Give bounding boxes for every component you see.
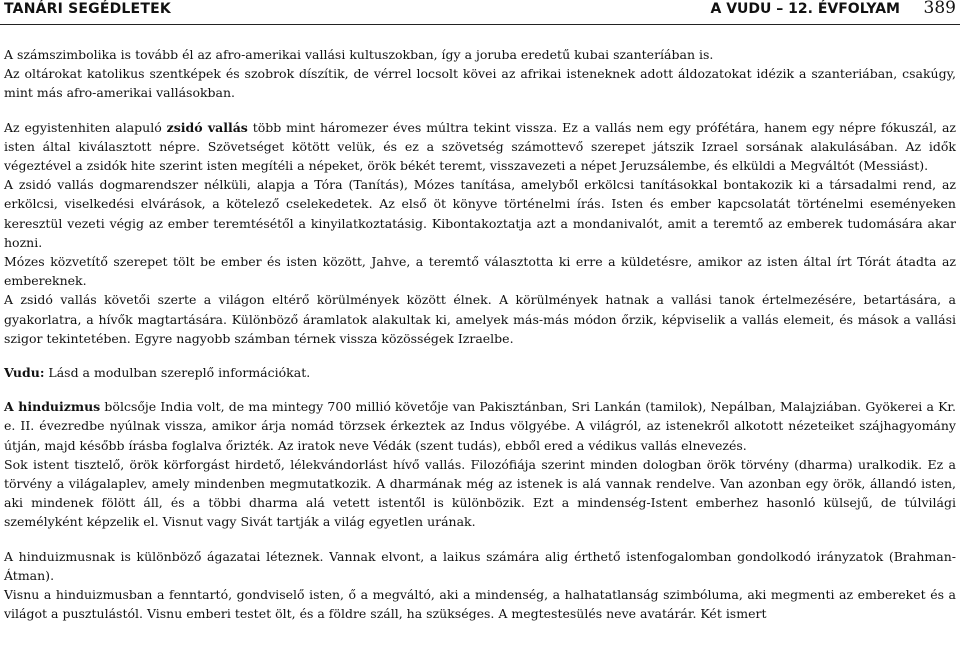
paragraph: A hinduizmusnak is különböző ágazatai léteznek. Vannak elvont, a laikus számára alig érthető istenfogalomban gondolkodó irányzatok (Brahman-Átman).: [4, 548, 956, 583]
paragraph-gap: [4, 532, 956, 547]
paragraph: A számszimbolika is tovább él az afro-amerikai vallási kultuszokban, így a joruba eredetű kubai szanteríában is.: [4, 47, 714, 62]
page-header: [0, 0, 960, 25]
paragraph: Mózes közvetítő szerepet tölt be ember és isten között, Jahve, a teremtő választotta ki erre a küldetésre, amikor az isten által írt Tórát átadta az embereknek.: [4, 254, 956, 289]
paragraph: Az oltárokat katolikus szentképek és szobrok díszítik, de vérrel locsolt kövei az afrikai isteneknek adott áldozatokat idézik a szanteriában, csakúgy, mint más afro-amerikai vallásokban.: [4, 66, 956, 101]
bold-term: zsidó vallás: [166, 119, 248, 135]
paragraph: [4, 397, 956, 455]
paragraph: [4, 118, 956, 176]
paragraph-gap: [4, 348, 956, 363]
paragraph-gap: [4, 103, 956, 118]
paragraph: A zsidó vallás követői szerte a világon eltérő körülmények között élnek. A körülmények hatnak a vallási tanok értelmezésére, betartására, a gyakorlatra, a hívők magtartására. Különböző áramlatok alakultak ki, amelyek más-más módon őrzik, képviselik a vallás elemeit, és mások a vallási szigor tekintetében. Egyre nagyobb számban térnek vissza közösségek Izraelbe.: [4, 292, 956, 346]
text-run: Lásd a modulban szereplő információkat.: [44, 365, 311, 381]
paragraph-gap: [4, 382, 956, 397]
header-left-title: TANÁRI SEGÉDLETEK: [4, 1, 171, 17]
bold-term: Vudu:: [4, 365, 45, 381]
paragraph: Sok istent tisztelő, örök körforgást hirdető, lélekvándorlást hívő vallás. Filozófiája szerint minden dologban örök törvény (dharma) uralkodik. Ez a törvény a világalaplev, amely mindenben megmutatkozik. A dharmának még az istenek is alá vannak rendelve. Van azonban egy örök, állandó isten, aki mindenek fölött áll, és a többi dharma alá vetett istentől is különbözik. Ezt a mindenség-Istent emberhez hasonló külsejű, de túlvilági személyként képzelik el. Visnut vagy Sivát tartják a világ egyetlen urának.: [4, 456, 956, 530]
paragraph: Visnu a hinduizmusban a fenntartó, gondviselő isten, ő a megváltó, aki a mindenség, a halhatatlanság szimbóluma, aki megmenti az embereket és a világot a pusztulástól. Visnu emberi testet ölt, és a földre száll, ha szükséges. A megtestesülés neve avatárár. Két ismert: [4, 587, 956, 622]
header-right-title: A VUDU – 12. ÉVFOLYAM: [710, 1, 900, 17]
text-run: több mint háromezer éves múltra tekint vissza. Ez a vallás nem egy prófétára, hanem egy népre fókuszál, az isten által kiválasztott népre. Szövetséget kötött velük, és ez a szövetség számottevő szerepet játszik Izrael sorsának alakulásában. Az idők végeztével a zsidók hite szerint isten megítéli a népeket, örök békét teremt, visszavezeti a népet Jeruzsálembe, és elküldi a Megváltót (Messiást).: [4, 119, 956, 174]
page-number: 389: [923, 0, 956, 18]
bold-term: A hinduizmus: [4, 399, 101, 415]
paragraph: A zsidó vallás dogmarendszer nélküli, alapja a Tóra (Tanítás), Mózes tanítása, amelyből erkölcsi tanításokkal bontakozik ki a társadalmi rend, az erkölcsi, viselkedési elvárások, a kötelező cselekedetek. Az első öt könyve történelmi írás. Isten és ember kapcsolatát történelmi eseményeken keresztül vezeti végig az ember teremtésétől a kinyilatkoztatásig. Kibontakoztatja azt a mondanivalót, amit a teremtő az emberek tudomására akar hozni.: [4, 177, 956, 250]
text-run: bölcsője India volt, de ma mintegy 700 millió követője van Pakisztánban, Sri Lankán (tamilok), Nepálban, Malajziában. Gyökerei a Kr. e. II. évezredbe nyúlnak vissza, amikor árja nomád törzsek érkeztek az Indus völgyébe. A világról, az istenekről alkotott nézeteiket szájhagyomány útján, majd később írásba foglalva őrizték. Az iratok neve Védák (szent tudás), ebből ered a védikus vallás elnevezés.: [4, 399, 956, 453]
text-run: Az egyistenhiten alapuló: [4, 119, 167, 135]
paragraph: [4, 363, 956, 382]
body-text: [4, 45, 956, 623]
